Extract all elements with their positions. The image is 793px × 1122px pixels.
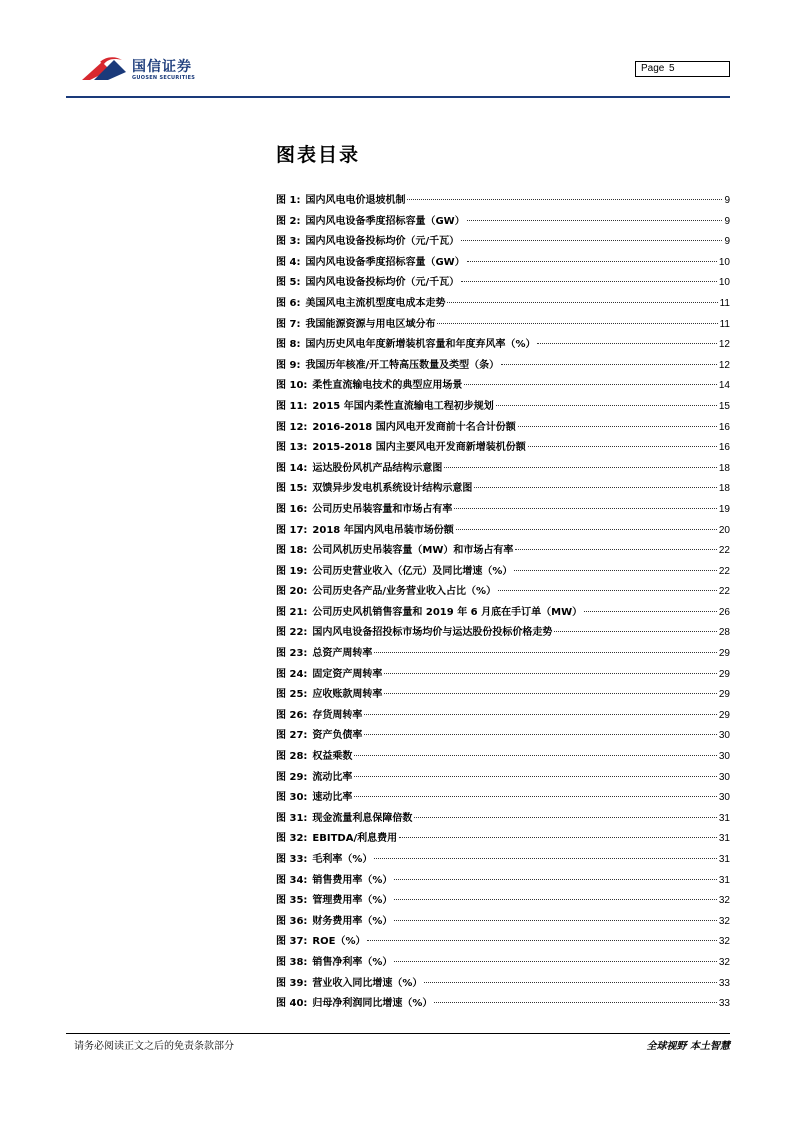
logo-english-name: GUOSEN SECURITIES [132, 75, 196, 81]
toc-entry-title: 销售净利率（%） [312, 956, 393, 968]
toc-entry-page: 9 [724, 195, 730, 206]
toc-entry[interactable] [276, 521, 730, 542]
toc-entry[interactable] [276, 974, 730, 995]
toc-entry-leader [394, 899, 716, 900]
toc-entry-title: 美国风电主流机型度电成本走势 [305, 297, 446, 309]
toc-entry-label: 图 17: [276, 524, 308, 536]
toc-entry[interactable] [276, 603, 730, 624]
toc-entry[interactable] [276, 932, 730, 953]
toc-entry-page: 18 [718, 462, 730, 474]
toc-entry-label: 图 27: [276, 730, 308, 742]
toc-entry-leader [461, 281, 717, 282]
page-indicator [635, 61, 730, 77]
toc-entry-page: 22 [718, 586, 730, 598]
toc-entry-leader [501, 364, 717, 365]
toc-entry-leader [394, 920, 716, 921]
toc-entry-leader [374, 652, 716, 653]
footer-disclaimer: 请务必阅读正文之后的免责条款部分 [74, 1041, 234, 1052]
toc-entry-title: 运达股份风机产品结构示意图 [312, 462, 443, 474]
toc-entry[interactable] [276, 562, 730, 583]
toc-entry-page: 26 [718, 606, 730, 618]
toc-entry[interactable] [276, 871, 730, 892]
toc-entry-label: 图 38: [276, 956, 308, 968]
toc-entry-title: 存货周转率 [312, 709, 363, 721]
toc-entry-page: 31 [718, 833, 730, 845]
toc-entry-page: 11 [719, 318, 730, 330]
toc-entry-leader [537, 343, 716, 344]
toc-entry-title: 固定资产周转率 [312, 668, 383, 680]
toc-entry[interactable] [276, 315, 730, 336]
toc-entry-label: 图 10: [276, 380, 308, 392]
toc-entry-label: 图 29: [276, 771, 308, 783]
toc-entry[interactable] [276, 665, 730, 686]
toc-entry[interactable] [276, 191, 730, 212]
footer-divider [66, 1033, 730, 1034]
toc-entry-label: 图 24: [276, 668, 308, 680]
toc-entry-leader [384, 673, 716, 674]
toc-entry-title: 销售费用率（%） [312, 874, 393, 886]
toc-entry[interactable] [276, 850, 730, 871]
toc-entry-leader [456, 529, 717, 530]
toc-entry-page: 22 [718, 545, 730, 557]
logo-chinese-name: 国信证券 [132, 59, 192, 75]
toc-entry-title: 应收账款周转率 [312, 689, 383, 701]
toc-entry-label: 图 6: [276, 297, 301, 309]
toc-entry-title: 2016-2018 国内风电开发商前十名合计份额 [312, 421, 516, 433]
toc-entry[interactable] [276, 809, 730, 830]
page-label: Page [641, 63, 665, 74]
toc-entry-leader [424, 982, 716, 983]
toc-entry-label: 图 33: [276, 854, 308, 865]
toc-entry-label: 图 5: [276, 277, 301, 289]
toc-entry-page: 22 [718, 565, 730, 577]
toc-entry-label: 图 34: [276, 874, 308, 886]
toc-entry-leader [354, 776, 716, 777]
toc-entry-page: 12 [718, 359, 730, 371]
toc-entry-title: EBITDA/利息费用 [312, 833, 398, 845]
toc-entry-page: 18 [718, 483, 730, 495]
toc-entry-page: 20 [718, 524, 730, 536]
toc-entry-title: 管理费用率（%） [312, 895, 393, 907]
toc-entry-page: 31 [718, 812, 730, 824]
toc-entry-page: 9 [724, 215, 730, 227]
toc-entry-leader [464, 384, 716, 385]
toc-entry-label: 图 25: [276, 689, 308, 701]
toc-entry-leader [407, 199, 722, 200]
toc-entry-leader [434, 1002, 716, 1003]
toc-entry[interactable] [276, 397, 730, 418]
toc-entry[interactable] [276, 644, 730, 665]
toc-entry[interactable] [276, 747, 730, 768]
toc-entry[interactable] [276, 500, 730, 521]
toc-entry[interactable] [276, 356, 730, 377]
toc-entry-label: 图 22: [276, 627, 308, 639]
toc-entry-leader [367, 940, 716, 941]
toc-entry-page: 30 [718, 730, 730, 742]
toc-entry[interactable] [276, 418, 730, 439]
toc-entry-page: 29 [718, 668, 730, 680]
company-logo [80, 54, 200, 84]
toc-entry-title: 柔性直流输电技术的典型应用场景 [312, 380, 463, 392]
toc-entry[interactable] [276, 726, 730, 747]
toc-entry[interactable] [276, 294, 730, 315]
toc-entry[interactable] [276, 623, 730, 644]
toc-entry-title: 双馈异步发电机系统设计结构示意图 [312, 483, 473, 495]
toc-entry-label: 图 21: [276, 606, 308, 618]
toc-entry-title: 国内风电设备季度招标容量（GW） [305, 256, 465, 268]
toc-entry-leader [414, 817, 716, 818]
toc-entry[interactable] [276, 376, 730, 397]
toc-entry-title: 国内风电设备投标均价（元/千瓦） [305, 277, 460, 289]
toc-entry-leader [474, 487, 716, 488]
toc-entry-title: 2018 年国内风电吊装市场份额 [312, 524, 454, 536]
page-number: 5 [669, 63, 675, 74]
toc-entry-title: 公司历史营业收入（亿元）及同比增速（%） [312, 565, 513, 577]
toc-entry-page: 9 [724, 236, 730, 248]
toc-entry-page: 33 [718, 998, 730, 1010]
toc-entry-page: 16 [718, 421, 730, 433]
toc-entry-leader [354, 796, 716, 797]
toc-entry-label: 图 11: [276, 400, 308, 412]
toc-entry-page: 30 [718, 771, 730, 783]
toc-entry-leader [364, 734, 716, 735]
toc-entry-title: 国内风电电价退坡机制 [305, 195, 406, 206]
toc-entry-leader [496, 405, 717, 406]
toc-entry-label: 图 20: [276, 586, 308, 598]
toc-entry[interactable] [276, 541, 730, 562]
toc-entry-page: 29 [718, 709, 730, 721]
toc-entry[interactable] [276, 685, 730, 706]
toc-entry-label: 图 36: [276, 915, 308, 927]
toc-entry-label: 图 32: [276, 833, 308, 845]
header-divider [66, 96, 730, 98]
toc-entry-leader [394, 879, 716, 880]
toc-entry-title: 国内风电设备招投标市场均价与运达股份投标价格走势 [312, 627, 553, 639]
toc-entry-label: 图 9: [276, 359, 301, 371]
toc-entry[interactable] [276, 253, 730, 274]
toc-entry-label: 图 14: [276, 462, 308, 474]
toc-entry[interactable] [276, 335, 730, 356]
figure-index-list [276, 191, 730, 1015]
toc-entry-page: 11 [719, 297, 730, 309]
toc-entry-title: ROE（%） [312, 936, 366, 948]
toc-entry-leader [399, 837, 717, 838]
toc-entry[interactable] [276, 912, 730, 933]
toc-entry-leader [354, 755, 716, 756]
toc-entry-leader [518, 426, 717, 427]
toc-entry-page: 32 [718, 895, 730, 907]
toc-entry-title: 流动比率 [312, 771, 353, 783]
toc-entry-page: 12 [718, 339, 730, 351]
toc-entry-page: 28 [718, 627, 730, 639]
toc-entry-title: 速动比率 [312, 792, 353, 804]
toc-entry[interactable] [276, 706, 730, 727]
toc-entry[interactable] [276, 438, 730, 459]
toc-entry[interactable] [276, 273, 730, 294]
toc-entry-page: 29 [718, 648, 730, 660]
toc-entry-leader [394, 961, 716, 962]
toc-entry-page: 29 [718, 689, 730, 701]
toc-entry-leader [384, 693, 716, 694]
toc-entry-page: 30 [718, 751, 730, 763]
toc-entry[interactable] [276, 212, 730, 233]
page-title: 图表目录 [276, 144, 361, 166]
toc-entry-label: 图 40: [276, 998, 308, 1010]
toc-entry-title: 公司历史各产品/业务营业收入占比（%） [312, 586, 497, 598]
toc-entry-page: 10 [718, 256, 730, 268]
toc-entry[interactable] [276, 891, 730, 912]
toc-entry-leader [461, 240, 722, 241]
toc-entry-leader [437, 323, 717, 324]
toc-entry-page: 16 [718, 442, 730, 454]
toc-entry-leader [498, 590, 717, 591]
toc-entry-title: 资产负债率 [312, 730, 363, 742]
toc-entry-page: 31 [718, 854, 730, 865]
toc-entry[interactable] [276, 953, 730, 974]
toc-entry-title: 我国历年核准/开工特高压数量及类型（条） [305, 359, 500, 371]
toc-entry-label: 图 35: [276, 895, 308, 907]
toc-entry-label: 图 31: [276, 812, 308, 824]
toc-entry[interactable] [276, 459, 730, 480]
toc-entry-page: 10 [718, 277, 730, 289]
toc-entry-title: 归母净利润同比增速（%） [312, 998, 433, 1010]
toc-entry-label: 图 4: [276, 256, 301, 268]
toc-entry-title: 国内历史风电年度新增装机容量和年度弃风率（%） [305, 339, 536, 351]
toc-entry-leader [374, 858, 716, 859]
toc-entry[interactable] [276, 768, 730, 789]
toc-entry-leader [554, 631, 716, 632]
toc-entry-page: 15 [718, 400, 730, 412]
toc-entry-title: 2015 年国内柔性直流输电工程初步规划 [312, 400, 494, 412]
toc-entry-title: 毛利率（%） [312, 854, 373, 865]
toc-entry[interactable] [276, 829, 730, 850]
toc-entry-leader [454, 508, 716, 509]
toc-entry-label: 图 23: [276, 648, 308, 660]
toc-entry-leader [447, 302, 717, 303]
toc-entry[interactable] [276, 994, 730, 1015]
toc-entry-title: 公司风机历史吊装容量（MW）和市场占有率 [312, 545, 514, 557]
toc-entry-label: 图 37: [276, 936, 308, 948]
toc-entry-label: 图 8: [276, 339, 301, 351]
toc-entry-leader [467, 220, 723, 221]
toc-entry-page: 31 [718, 874, 730, 886]
guosen-logo-icon [80, 56, 128, 82]
toc-entry-leader [515, 549, 716, 550]
toc-entry-label: 图 2: [276, 215, 301, 227]
toc-entry-leader [584, 611, 717, 612]
toc-entry-page: 30 [718, 792, 730, 804]
toc-entry-label: 图 12: [276, 421, 308, 433]
toc-entry-leader [444, 467, 716, 468]
toc-entry-label: 图 19: [276, 565, 308, 577]
toc-entry-label: 图 39: [276, 977, 308, 989]
toc-entry-label: 图 18: [276, 545, 308, 557]
toc-entry-title: 营业收入同比增速（%） [312, 977, 423, 989]
toc-entry-leader [364, 714, 716, 715]
toc-entry-page: 19 [718, 503, 730, 515]
footer-slogan: 全球视野 本土智慧 [646, 1041, 730, 1052]
toc-entry-title: 公司历史风机销售容量和 2019 年 6 月底在手订单（MW） [312, 606, 583, 618]
toc-entry-page: 33 [718, 977, 730, 989]
toc-entry-label: 图 30: [276, 792, 308, 804]
toc-entry-title: 总资产周转率 [312, 648, 373, 660]
toc-entry[interactable] [276, 479, 730, 500]
toc-entry-label: 图 7: [276, 318, 301, 330]
toc-entry-label: 图 1: [276, 195, 301, 206]
toc-entry-label: 图 26: [276, 709, 308, 721]
toc-entry-label: 图 28: [276, 751, 308, 763]
toc-entry-title: 国内风电设备投标均价（元/千瓦） [305, 236, 460, 248]
toc-entry-leader [528, 446, 717, 447]
toc-entry-title: 财务费用率（%） [312, 915, 393, 927]
toc-entry-title: 国内风电设备季度招标容量（GW） [305, 215, 465, 227]
toc-entry-title: 现金流量利息保障倍数 [312, 812, 413, 824]
toc-entry-label: 图 15: [276, 483, 308, 495]
toc-entry-label: 图 16: [276, 503, 308, 515]
toc-entry-page: 32 [718, 936, 730, 948]
toc-entry-leader [467, 261, 717, 262]
toc-entry-label: 图 3: [276, 236, 301, 248]
toc-entry-page: 32 [718, 915, 730, 927]
toc-entry-title: 2015-2018 国内主要风电开发商新增装机份额 [312, 442, 526, 454]
toc-entry-leader [514, 570, 716, 571]
toc-entry-label: 图 13: [276, 442, 308, 454]
toc-entry[interactable] [276, 788, 730, 809]
toc-entry[interactable] [276, 232, 730, 253]
toc-entry-title: 公司历史吊装容量和市场占有率 [312, 503, 453, 515]
toc-entry-page: 32 [718, 956, 730, 968]
toc-entry-page: 14 [718, 380, 730, 392]
toc-entry-title: 权益乘数 [312, 751, 353, 763]
toc-entry-title: 我国能源资源与用电区域分布 [305, 318, 436, 330]
toc-entry[interactable] [276, 582, 730, 603]
